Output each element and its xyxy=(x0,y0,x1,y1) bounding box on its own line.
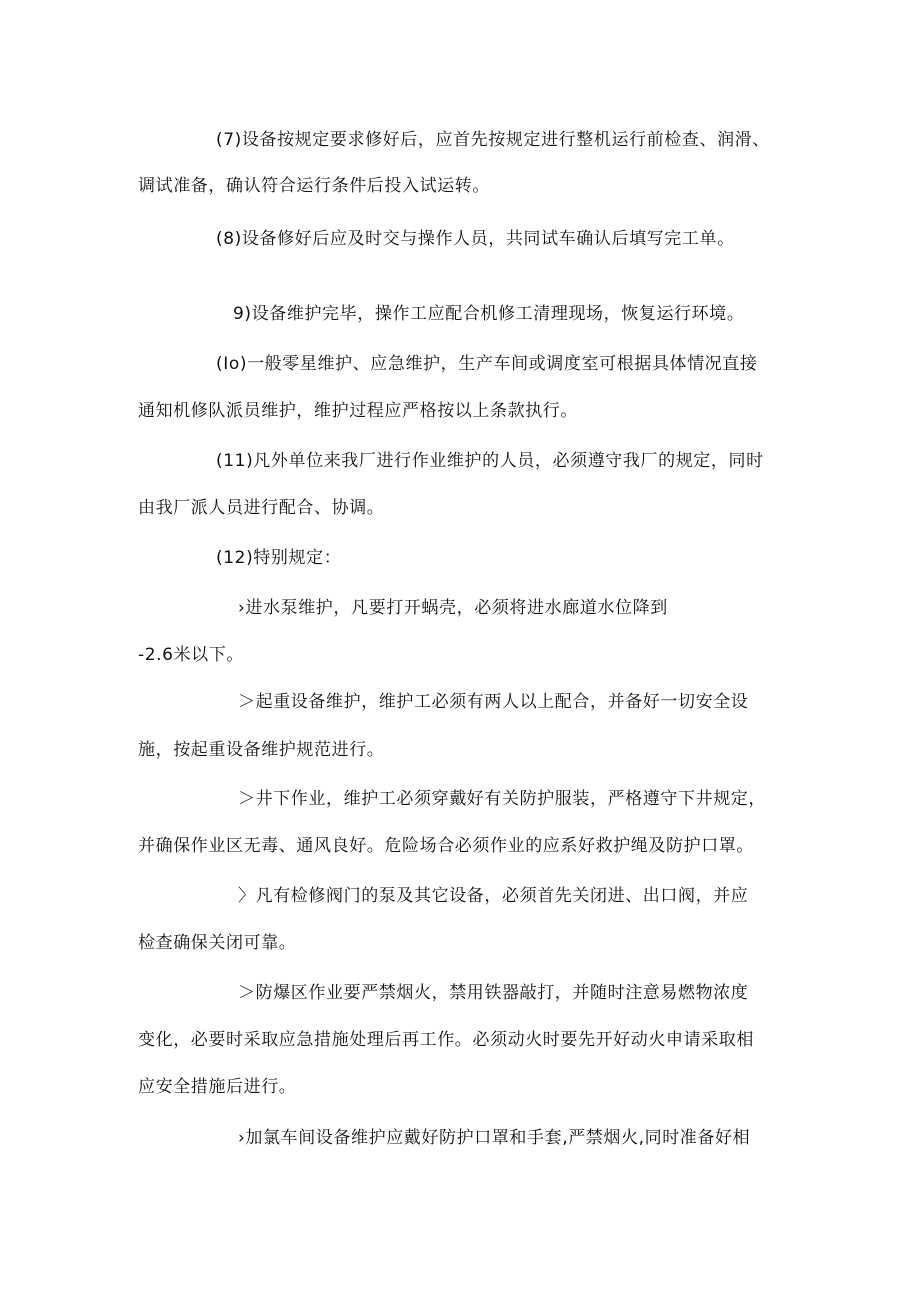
rule-3-line-1: ＞井下作业，维护工必须穿戴好有关防护服装，严格遵守下井规定， xyxy=(238,789,766,809)
rule-2-line-1: ＞起重设备维护，维护工必须有两人以上配合，并备好一切安全设 xyxy=(238,692,749,712)
paragraph-10-line-2: 通知机修队派员维护，维护过程应严格按以上条款执行。 xyxy=(138,401,578,421)
paragraph-7-line-1: (7)设备按规定要求修好后，应首先按规定进行整机运行前检查、润滑、 xyxy=(216,130,770,150)
paragraph-11-line-2: 由我厂派人员进行配合、协调。 xyxy=(138,498,385,518)
rule-4-line-2: 检查确保关闭可靠。 xyxy=(138,933,297,953)
paragraph-11-line-1: (11)凡外单位来我厂进行作业维护的人员，必须遵守我厂的规定，同时 xyxy=(216,451,764,471)
paragraph-10-line-1: (Io)一般零星维护、应急维护，生产车间或调度室可根据具体情况直接 xyxy=(216,354,758,374)
rule-1-line-1: ›进水泵维护，凡要打开蜗壳，必须将进水廊道水位降到 xyxy=(238,598,668,618)
paragraph-9-line-1: 9)设备维护完毕，操作工应配合机修工清理现场，恢复运行环境。 xyxy=(233,304,745,324)
rule-5-line-2: 变化，必要时采取应急措施处理后再工作。必须动火时要先开好动火申请采取相 xyxy=(138,1030,754,1050)
rule-6-line-1: ›加氯车间设备维护应戴好防护口罩和手套,严禁烟火,同时准备好相 xyxy=(238,1128,751,1148)
rule-4-line-1: 〉凡有检修阀门的泵及其它设备，必须首先关闭进、出口阀，并应 xyxy=(238,886,749,906)
rule-5-line-1: ＞防爆区作业要严禁烟火，禁用铁器敲打，并随时注意易燃物浓度 xyxy=(238,983,749,1003)
rule-3-line-2: 并确保作业区无毒、通风良好。危险场合必须作业的应系好救护绳及防护口罩。 xyxy=(138,836,754,856)
paragraph-8-line-1: (8)设备修好后应及时交与操作人员，共同试车确认后填写完工单。 xyxy=(216,229,735,249)
paragraph-7-line-2: 调试准备，确认符合运行条件后投入试运转。 xyxy=(138,176,490,196)
rule-2-line-2: 施，按起重设备维护规范进行。 xyxy=(138,740,385,760)
rule-1-line-2: -2.6米以下。 xyxy=(138,645,244,665)
rule-5-line-3: 应安全措施后进行。 xyxy=(138,1077,297,1097)
paragraph-12-heading: (12)特别规定： xyxy=(216,548,342,568)
